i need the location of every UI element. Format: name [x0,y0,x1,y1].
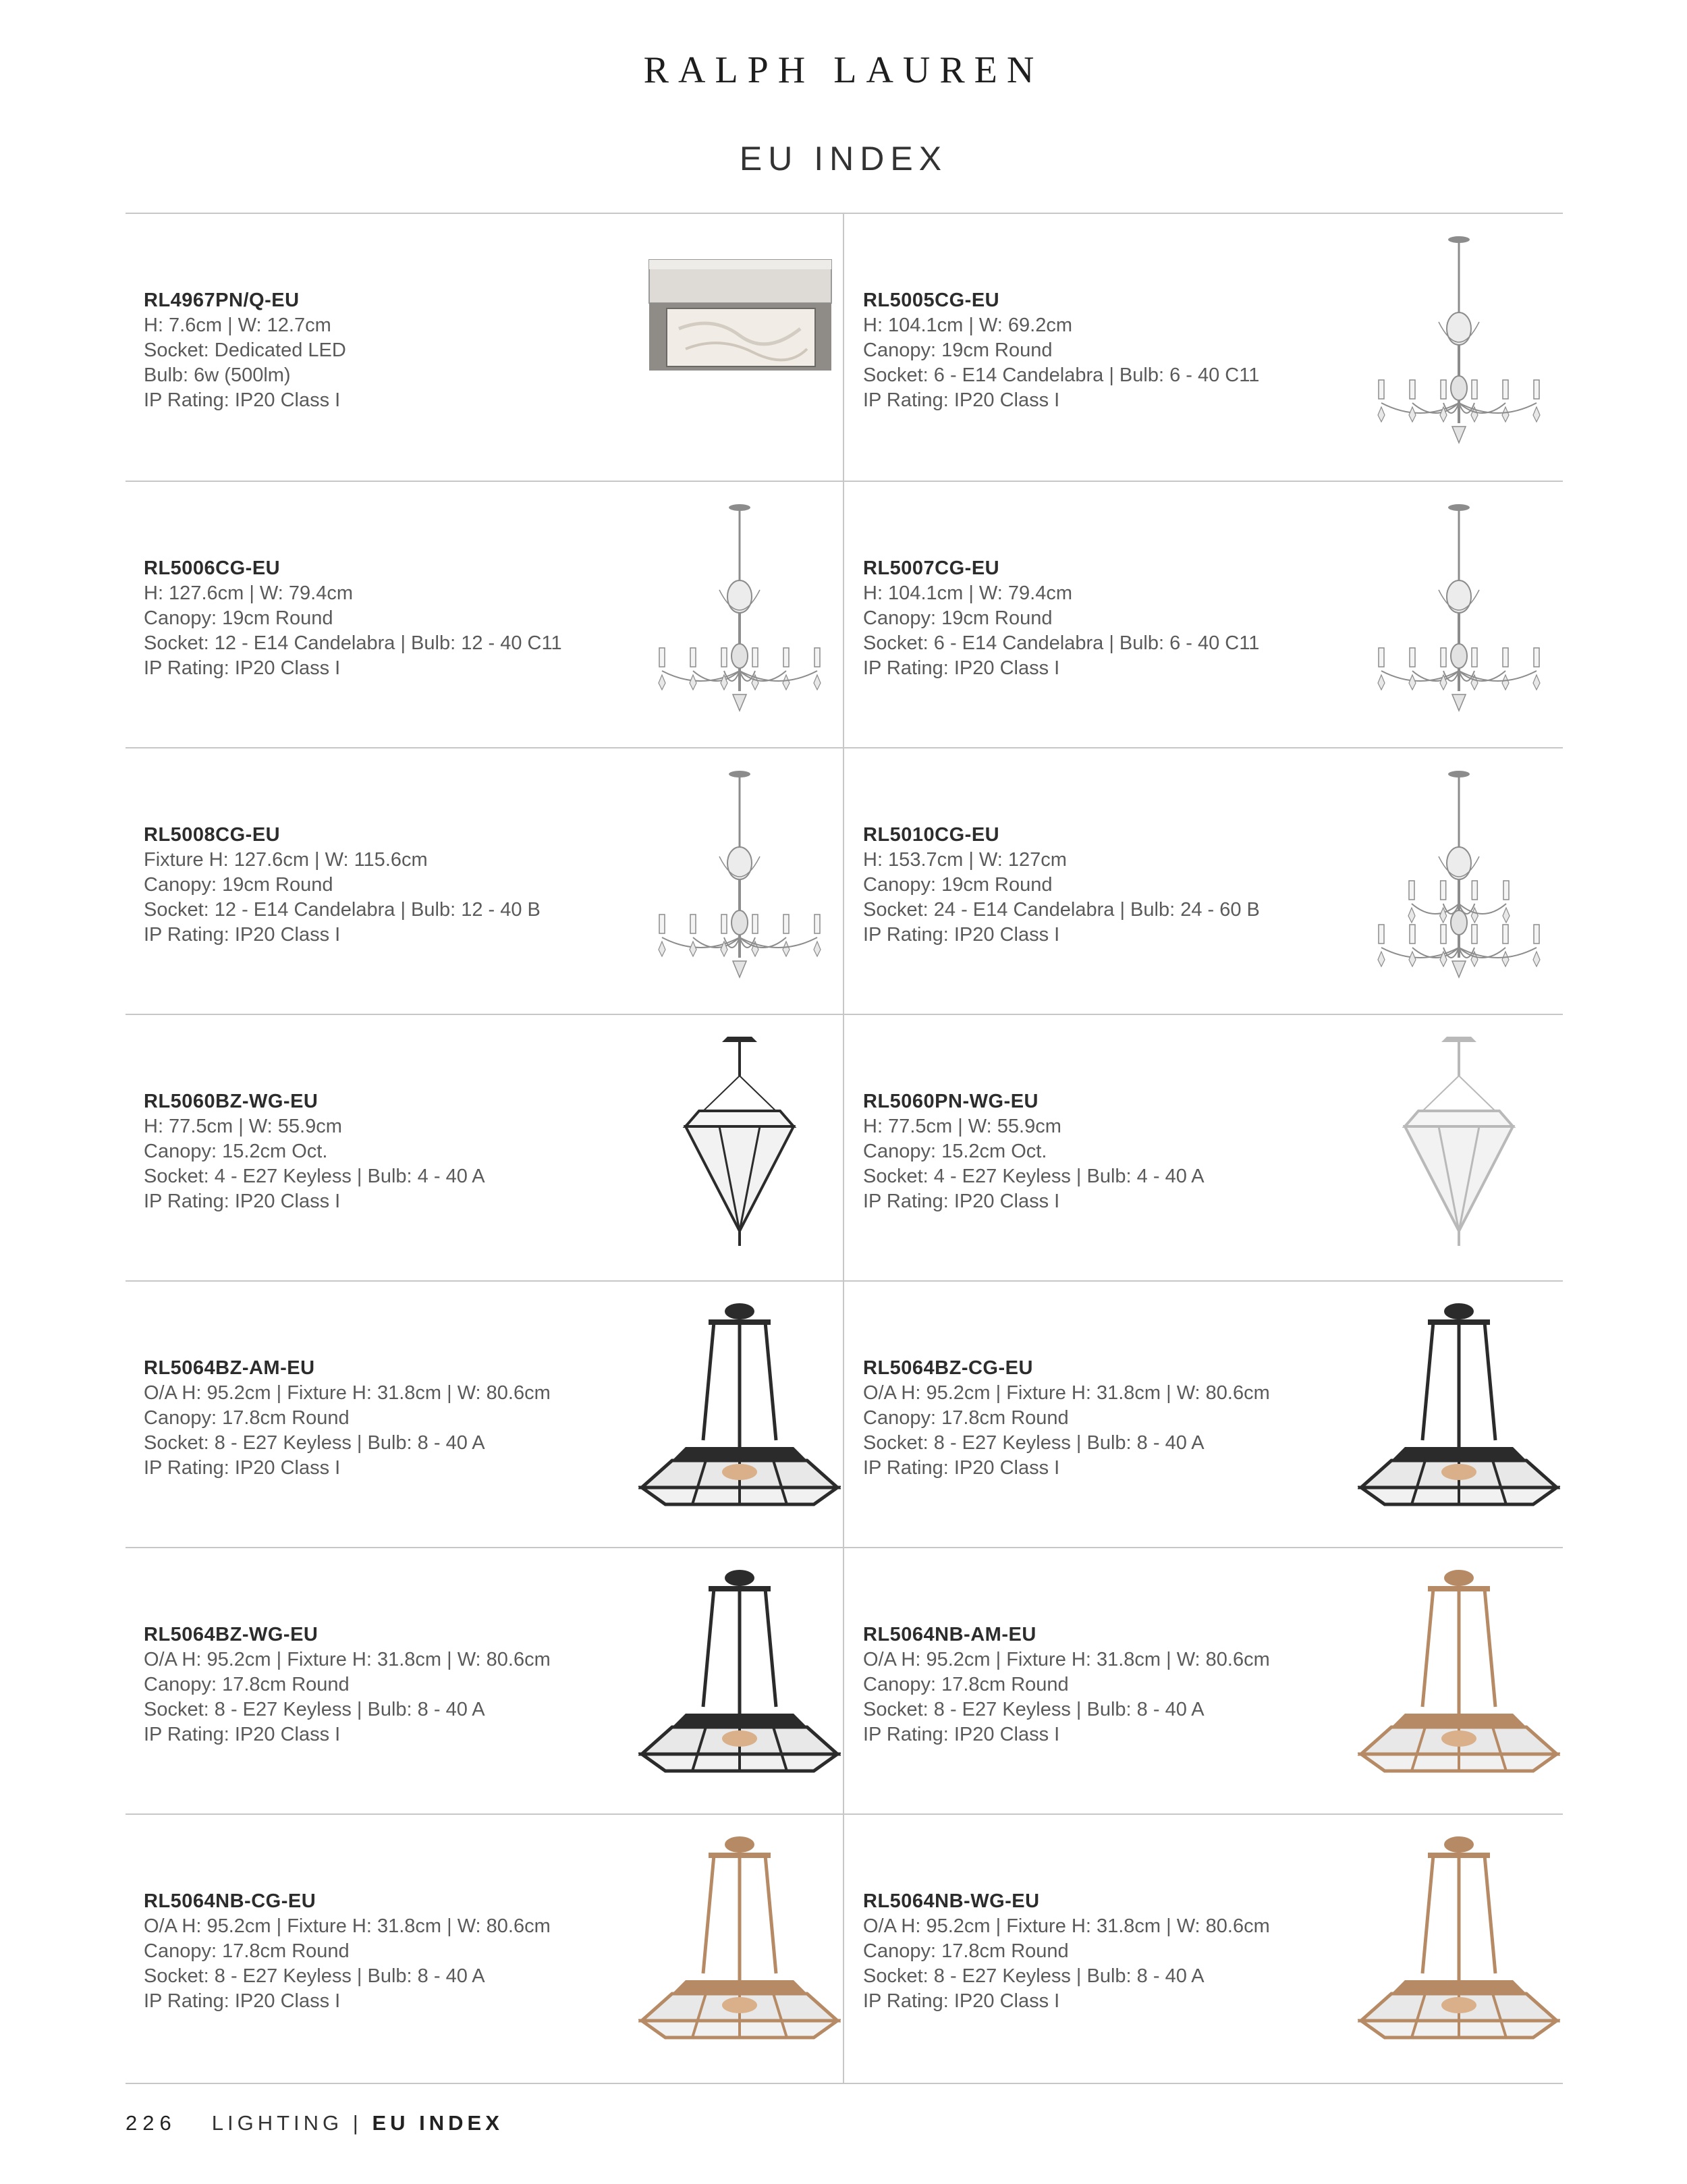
product-spec-line: IP Rating: IP20 Class I [863,924,1060,946]
product-sku: RL5060BZ-WG-EU [144,1091,319,1112]
product-spec-line: Canopy: 19cm Round [863,339,1053,361]
crystal-chandelier-icon [638,769,841,991]
product-spec-line: O/A H: 95.2cm | Fixture H: 31.8cm | W: 80.6cm [144,1915,551,1937]
product-spec-line: Socket: 8 - E27 Keyless | Bulb: 8 - 40 A [863,1699,1205,1720]
product-spec-line: IP Rating: IP20 Class I [863,1191,1060,1212]
product-card [126,482,844,748]
product-spec-line: Socket: 24 - E14 Candelabra | Bulb: 24 - 60 B [863,899,1260,921]
product-sku: RL5064BZ-CG-EU [863,1357,1033,1379]
product-spec-line: IP Rating: IP20 Class I [144,389,341,411]
product-sku: RL5064NB-CG-EU [144,1890,316,1912]
hexagonal-pendant-icon [1358,1568,1560,1791]
product-spec-line: Socket: 12 - E14 Candelabra | Bulb: 12 - 40 B [144,899,541,921]
product-info [863,1622,1270,1747]
product-info [144,1622,551,1747]
product-sku: RL5060PN-WG-EU [863,1091,1039,1112]
product-info [144,556,562,681]
footer-subsection: EU INDEX [372,2111,503,2135]
product-card [845,1015,1563,1281]
product-spec-line: O/A H: 95.2cm | Fixture H: 31.8cm | W: 80.6cm [144,1382,551,1404]
product-sku: RL5008CG-EU [144,824,281,846]
product-spec-line: H: 104.1cm | W: 79.4cm [863,582,1072,604]
crystal-chandelier-icon [638,502,841,725]
product-info [863,1089,1205,1214]
product-info [863,1356,1270,1481]
product-spec-line: Socket: 4 - E27 Keyless | Bulb: 4 - 40 A [144,1166,485,1187]
product-info [144,1089,485,1214]
product-spec-line: Canopy: 15.2cm Oct. [863,1141,1047,1162]
product-row [126,1014,1563,1281]
product-sku: RL5064NB-WG-EU [863,1890,1040,1912]
product-spec-line: IP Rating: IP20 Class I [144,657,341,679]
product-spec-line: Canopy: 17.8cm Round [144,1674,350,1695]
product-card [845,1815,1563,2081]
product-spec-line: Socket: 8 - E27 Keyless | Bulb: 8 - 40 A [144,1432,485,1454]
product-spec-line: Canopy: 19cm Round [144,874,333,896]
hexagonal-pendant-icon [1358,1302,1560,1525]
product-card [126,1815,844,2081]
product-row [126,747,1563,1014]
product-spec-line: H: 127.6cm | W: 79.4cm [144,582,353,604]
product-card [126,1548,844,1814]
product-spec-line: O/A H: 95.2cm | Fixture H: 31.8cm | W: 80.6cm [863,1649,1270,1670]
product-spec-line: Canopy: 17.8cm Round [863,1940,1069,1962]
product-info [144,1356,551,1481]
product-card [126,1282,844,1548]
product-spec-line: O/A H: 95.2cm | Fixture H: 31.8cm | W: 80.6cm [863,1382,1270,1404]
page-title: EU INDEX [739,140,948,178]
product-sku: RL5006CG-EU [144,557,281,579]
product-spec-line: H: 77.5cm | W: 55.9cm [144,1116,342,1137]
product-spec-line: H: 77.5cm | W: 55.9cm [863,1116,1061,1137]
product-grid [126,213,1563,2084]
product-info [863,823,1260,948]
product-sku: RL5064BZ-AM-EU [144,1357,315,1379]
crystal-chandelier-icon [1358,502,1560,725]
product-spec-line: IP Rating: IP20 Class I [863,389,1060,411]
product-card [845,1548,1563,1814]
product-spec-line: IP Rating: IP20 Class I [144,1724,341,1745]
product-spec-line: IP Rating: IP20 Class I [863,1990,1060,2012]
product-spec-line: IP Rating: IP20 Class I [144,924,341,946]
product-info [863,288,1259,413]
product-info [863,1889,1270,2014]
page-footer [126,2111,503,2135]
product-spec-line: IP Rating: IP20 Class I [863,657,1060,679]
page-number: 226 [126,2111,177,2135]
product-spec-line: Fixture H: 127.6cm | W: 115.6cm [144,849,428,871]
product-spec-line: IP Rating: IP20 Class I [863,1724,1060,1745]
product-sku: RL5010CG-EU [863,824,1000,846]
crystal-chandelier-icon [1358,769,1560,991]
product-card [845,482,1563,748]
brand-logo: RALPH LAUREN [643,49,1044,91]
product-spec-line: IP Rating: IP20 Class I [144,1191,341,1212]
product-sku: RL5007CG-EU [863,557,1000,579]
product-spec-line: Socket: 8 - E27 Keyless | Bulb: 8 - 40 A [144,1965,485,1987]
product-spec-line: Socket: 4 - E27 Keyless | Bulb: 4 - 40 A [863,1166,1205,1187]
product-row [126,481,1563,748]
footer-divider: | [352,2111,362,2135]
hexagonal-pendant-icon [638,1302,841,1525]
product-spec-line: Canopy: 17.8cm Round [144,1940,350,1962]
product-spec-line: Bulb: 6w (500lm) [144,364,291,386]
product-spec-line: IP Rating: IP20 Class I [863,1457,1060,1479]
product-sku: RL5064BZ-WG-EU [144,1624,319,1645]
product-spec-line: Canopy: 17.8cm Round [144,1407,350,1429]
product-spec-line: H: 153.7cm | W: 127cm [863,849,1067,871]
product-spec-line: Canopy: 19cm Round [863,607,1053,629]
product-spec-line: Socket: 8 - E27 Keyless | Bulb: 8 - 40 A [144,1699,485,1720]
flush-mount-icon [638,234,841,457]
product-spec-line: Socket: 6 - E14 Candelabra | Bulb: 6 - 40 C11 [863,364,1260,386]
product-info [144,1889,551,2014]
product-row [126,1813,1563,2081]
lantern-pendant-icon [638,1035,841,1258]
crystal-chandelier-icon [1358,234,1560,457]
product-spec-line: O/A H: 95.2cm | Fixture H: 31.8cm | W: 80.6cm [144,1649,551,1670]
product-row [126,1280,1563,1548]
product-sku: RL5005CG-EU [863,290,1000,311]
product-spec-line: Socket: 12 - E14 Candelabra | Bulb: 12 - 40 C11 [144,632,562,654]
hexagonal-pendant-icon [1358,1835,1560,2058]
product-card [126,1015,844,1281]
product-info [863,556,1259,681]
product-spec-line: Socket: 8 - E27 Keyless | Bulb: 8 - 40 A [863,1432,1205,1454]
hexagonal-pendant-icon [638,1835,841,2058]
product-spec-line: Canopy: 19cm Round [144,607,333,629]
product-spec-line: Socket: 6 - E14 Candelabra | Bulb: 6 - 40 C11 [863,632,1260,654]
product-spec-line: H: 104.1cm | W: 69.2cm [863,315,1072,336]
hexagonal-pendant-icon [638,1568,841,1791]
product-card [845,214,1563,480]
product-sku: RL5064NB-AM-EU [863,1624,1036,1645]
product-card [126,748,844,1014]
product-spec-line: O/A H: 95.2cm | Fixture H: 31.8cm | W: 80.6cm [863,1915,1270,1937]
product-spec-line: Canopy: 17.8cm Round [863,1407,1069,1429]
product-spec-line: Canopy: 15.2cm Oct. [144,1141,328,1162]
product-spec-line: IP Rating: IP20 Class I [144,1457,341,1479]
product-spec-line: IP Rating: IP20 Class I [144,1990,341,2012]
product-card [126,214,844,480]
product-spec-line: Canopy: 19cm Round [863,874,1053,896]
product-sku: RL4967PN/Q-EU [144,290,300,311]
product-card [845,748,1563,1014]
footer-section: LIGHTING [211,2111,343,2135]
product-spec-line: Socket: 8 - E27 Keyless | Bulb: 8 - 40 A [863,1965,1205,1987]
product-row [126,214,1563,480]
product-info [144,288,346,413]
product-spec-line: Canopy: 17.8cm Round [863,1674,1069,1695]
product-card [845,1282,1563,1548]
product-spec-line: Socket: Dedicated LED [144,339,346,361]
product-row [126,1547,1563,1814]
product-info [144,823,541,948]
product-spec-line: H: 7.6cm | W: 12.7cm [144,315,331,336]
lantern-pendant-icon [1358,1035,1560,1258]
